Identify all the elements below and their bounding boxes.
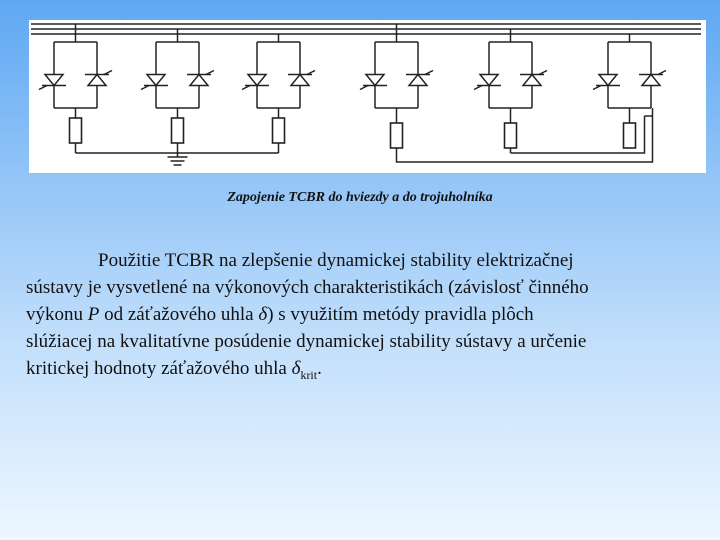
line-5-text-a: kritickej hodnoty záťažového uhla — [26, 358, 292, 379]
paragraph-line-2: sústavy je vysvetlené na výkonových charakteristikách (závislosť činného — [26, 277, 589, 298]
group-4-thyristor-left-triangle — [366, 75, 384, 86]
group-1-thyristor-left-triangle — [45, 75, 63, 86]
line-5-text-b: . — [317, 358, 322, 379]
group-6-thyristor-right-triangle — [642, 75, 660, 86]
paragraph-line-1: Použitie TCBR na zlepšenie dynamickej stability elektrizačnej — [98, 250, 574, 271]
symbol-power-p: P — [87, 304, 100, 325]
group-4-thyristor-right-triangle — [409, 75, 427, 86]
circuit-schematic — [29, 20, 706, 173]
tcbr-circuit-diagram — [29, 20, 706, 173]
group-4-resistor — [391, 123, 403, 148]
group-2-thyristor-right-triangle — [190, 75, 208, 86]
group-2-thyristor-left-triangle — [147, 75, 165, 86]
group-1-resistor — [70, 118, 82, 143]
symbol-delta-krit: δ — [291, 358, 301, 379]
body-paragraph — [26, 247, 690, 384]
paragraph-line-4: slúžiacej na kvalitatívne posúdenie dynamickej stability sústavy a určenie — [26, 331, 587, 352]
line-3-text-b: od záťažového uhla — [99, 304, 259, 325]
group-5-thyristor-left-triangle — [480, 75, 498, 86]
line-3-text-c: ) s využitím metódy pravidla plôch — [267, 304, 534, 325]
symbol-delta: δ — [258, 304, 268, 325]
group-3-thyristor-left-triangle — [248, 75, 266, 86]
paragraph-line-5 — [26, 355, 690, 384]
subscript-krit: krit — [300, 368, 318, 382]
group-2-resistor — [172, 118, 184, 143]
paragraph-line-3 — [26, 301, 690, 328]
group-3-thyristor-right-triangle — [291, 75, 309, 86]
group-6-thyristor-left-triangle — [599, 75, 617, 86]
line-3-text-a: výkonu — [26, 304, 88, 325]
group-6-resistor — [624, 123, 636, 148]
group-3-resistor — [273, 118, 285, 143]
group-1-thyristor-right-triangle — [88, 75, 106, 86]
figure-caption: Zapojenie TCBR do hviezdy a do trojuholníka — [227, 190, 493, 205]
delta-wire-1 — [397, 116, 653, 162]
group-5-thyristor-right-triangle — [523, 75, 541, 86]
group-5-resistor — [505, 123, 517, 148]
